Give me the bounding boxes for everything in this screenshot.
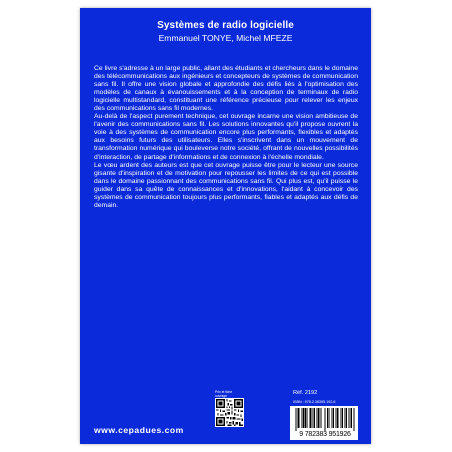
book-reference: Réf. 2192	[293, 390, 318, 396]
qr-caption: Prix et fiche ouvrage	[215, 390, 233, 398]
paragraph: Le vœu ardent des auteurs est que cet ouvrage puisse être pour le lecteur une source gisante d'inspiration et de motivation pour repousser les limites de ce qui est possible dans le domaine passionnant des communications sans fil. Qui plus est, qu'il puisse le guider dans sa quête de connaissances et d'innovations, l'aidant à concevoir des systèmes de communication toujours plus performants, fiables et adaptés aux défis de demain.	[94, 161, 358, 209]
paragraph: Au-delà de l'aspect purement technique, cet ouvrage incarne une vision ambitieuse de l'avenir des communications sans fil. Les solutions innovantes qu'il propose ouvrent la voie à des systèmes de communication encore plus performants, flexibles et adaptés aux besoins futurs des utilisateurs. Elles s'inscrivent dans un mouvement de transformation numérique qui bouleverse notre société, offrant de nouvelles possibilités d'interaction, de partage d'informations et de connexion à l'échelle mondiale.	[94, 113, 358, 161]
barcode-icon	[295, 408, 355, 431]
back-cover-text	[94, 65, 358, 210]
book-back-cover	[80, 8, 371, 444]
paragraph: Ce livre s'adresse à un large public, allant des étudiants et chercheurs dans le domaine des télécommunications aux ingénieurs et concepteurs de systèmes de communication sans fil. Il offre une vision globale et approfondie des défis liés à l'optimisation des modèles de canaux à évanouissements et à la conception de terminaux de radio logicielle multistandard, constituant une référence précieuse pour relever les enjeux des communications sans fil modernes.	[94, 65, 358, 113]
book-isbn: ISBN : 978.2.38395.192.6	[293, 400, 336, 404]
barcode-digits: 9 782383 951926	[299, 431, 351, 438]
book-authors: Emmanuel TONYE, Michel MFEZE	[158, 33, 293, 43]
publisher-website: www.cepadues.com	[94, 425, 184, 435]
book-title: Systèmes de radio logicielle	[157, 20, 294, 31]
barcode	[290, 406, 358, 440]
qr-code-icon	[215, 398, 244, 427]
